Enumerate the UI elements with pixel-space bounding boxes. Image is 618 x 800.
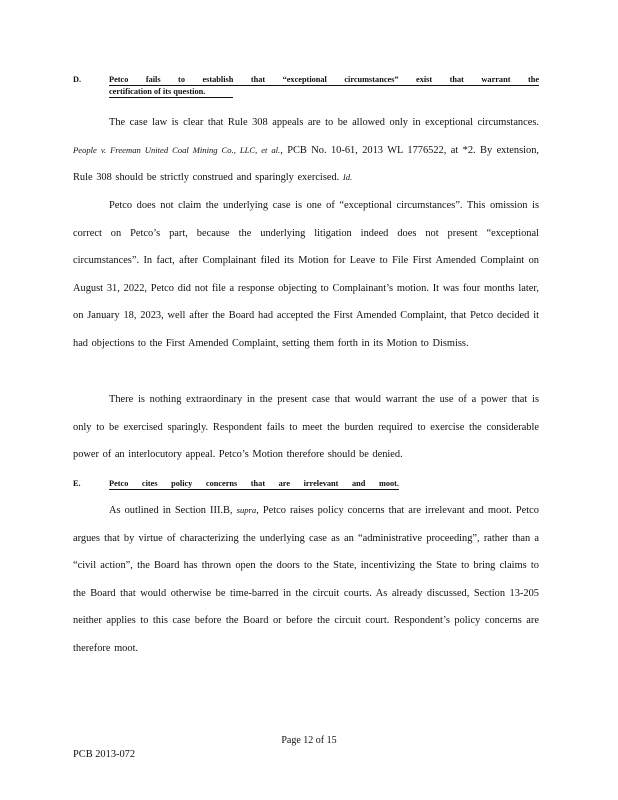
section-e-underline — [109, 489, 399, 490]
id-citation: Id. — [342, 172, 353, 183]
paragraph-3 — [73, 386, 539, 469]
paragraph-1-text-a: The case law is clear that Rule 308 appeals are to be allowed only in exceptional circumstances. — [109, 117, 539, 128]
section-d-letter: D. — [73, 75, 82, 84]
page-number: Page 12 of 15 — [281, 735, 337, 746]
section-d-title-line1: Petco fails to establish that “exceptional circumstances” exist that warrant the — [109, 75, 539, 84]
supra-citation: supra — [236, 505, 257, 515]
paragraph-4-text-a: As outlined in Section III.B, — [109, 505, 233, 516]
section-e-letter: E. — [73, 479, 81, 488]
paragraph-2 — [73, 192, 539, 358]
section-d-title-line2: certification of its question. — [109, 87, 206, 96]
paragraph-4-text-b: , Petco raises policy concerns that are irrelevant and moot. Petco argues that by virtue of characterizing the underlying case as an “administrative proceeding”, rather than a “civil action”, the Board has thrown open the doors to the State, incentivizing the State to bring claims to the Board that would otherwise be time-barred in the circuit courts. As already discussed, Section 13-205 neither applies to this case before the Board or before the circuit court. Respondent’s policy concerns are therefore moot. — [73, 505, 539, 654]
case-citation: People v. Freeman United Coal Mining Co., LLC, et al. — [73, 144, 281, 155]
case-number: PCB 2013-072 — [73, 749, 136, 760]
section-d-heading — [73, 74, 539, 100]
paragraph-3-text: There is nothing extraordinary in the present case that would warrant the use of a power that is only to be exercised sparingly. Respondent fails to meet the burden required to exercise the considerable power of an interlocutory appeal. Petco’s Motion therefore should be denied. — [73, 394, 539, 461]
paragraph-1 — [73, 109, 539, 192]
section-d-underline-2 — [109, 97, 233, 98]
paragraph-4 — [73, 497, 539, 663]
section-e-title: Petco cites policy concerns that are irrelevant and moot. — [109, 479, 399, 488]
section-e-heading — [73, 478, 539, 492]
paragraph-2-text: Petco does not claim the underlying case is one of “exceptional circumstances”. This omission is correct on Petco’s part, because the underlying litigation indeed does not present “exceptional circumstances”. In fact, after Complainant filed its Motion for Leave to File First Amended Complaint on August 31, 2022, Petco did not file a response objecting to Complainant’s motion. It was four months later, on January 18, 2023, well after the Board had accepted the First Amended Complaint, that Petco decided it had objections to the First Amended Complaint, setting them forth in its Motion to Dismiss. — [73, 200, 539, 349]
paragraph-1-text-b: , PCB No. 10-61, 2013 WL 1776522, at *2. By extension, Rule 308 should be strictly construed and sparingly exercised. — [73, 144, 539, 184]
